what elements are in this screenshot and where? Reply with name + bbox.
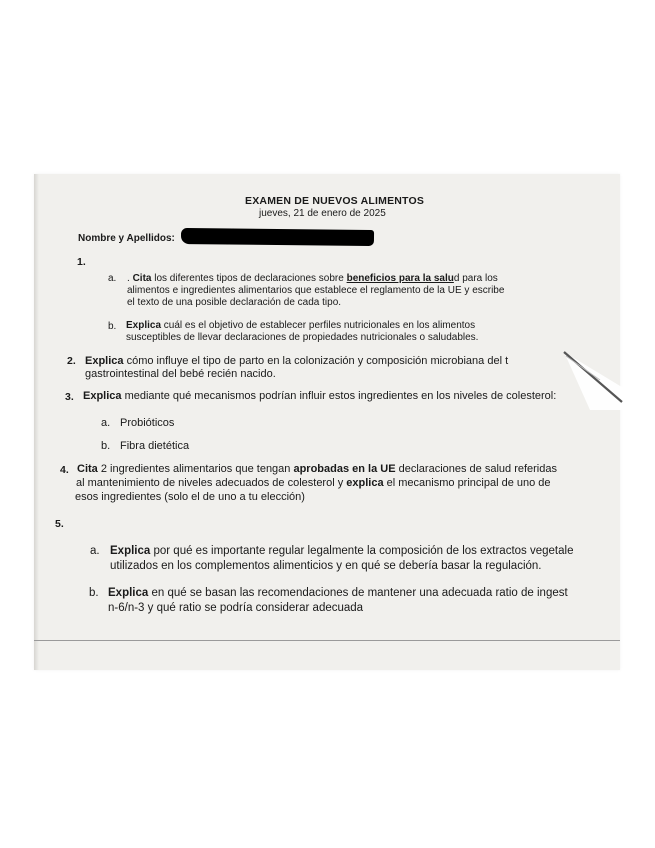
q1b-verb: Explica [126,320,162,331]
q2-line2: gastrointestinal del bebé recién nacido. [85,368,276,380]
q4-verb: Cita [77,463,98,475]
q1a-line2: alimentos e ingredientes alimentarios que establece el reglamento de la UE y escribe [127,285,505,296]
q5a-marker: a. [90,545,100,557]
sheet-edge-shadow [34,174,39,670]
q3-verb: Explica [83,390,122,402]
exam-date: jueves, 21 de enero de 2025 [259,208,386,219]
q2-number: 2. [67,355,76,367]
q2-line1: Explica cómo influye el tipo de parto en la colonización y composición microbiana del t [85,355,509,367]
q4-line1: Cita 2 ingredientes alimentarios que tengan aprobadas en la UE declaraciones de salud referidas [77,463,557,475]
q5a-line2: utilizados en los complementos alimenticios y en qué se debería basar la regulación. [110,560,542,572]
q5-number: 5. [55,518,64,530]
q3b-marker: b. [101,440,111,452]
q4-verb-2: explica [346,477,384,489]
q1a-verb: Cita [132,273,152,284]
q4-line2: al mantenimiento de niveles adecuados de colesterol y explica el mecanismo principal de uno de [76,477,551,489]
q1a-line3: el texto de una posible declaración de cada tipo. [127,297,342,308]
name-label: Nombre y Apellidos: [78,233,175,244]
q4-emphasis: aprobadas en la UE [293,463,396,475]
q1b-marker: b. [108,321,117,332]
q5b-verb: Explica [108,587,149,599]
q5a-line1: Explica por qué es importante regular legalmente la composición de los extractos vegetale [110,545,574,557]
q1b-line1: Explica cuál es el objetivo de establecer perfiles nutricionales en los alimentos [126,320,476,331]
name-redaction-mark [181,228,374,246]
q3-line1: Explica mediante qué mecanismos podrían influir estos ingredientes en los niveles de colesterol: [83,390,557,402]
q5a-verb: Explica [110,545,151,557]
q1a-line1: . Cita los diferentes tipos de declaraciones sobre beneficios para la salud para los [127,273,498,284]
q1a-emphasis: beneficios para la salu [346,273,454,284]
q4-number: 4. [60,464,69,476]
q5b-line2: n-6/n-3 y qué ratio se podría considerar adecuada [108,602,364,614]
q3a-text: Probióticos [120,417,175,429]
q4-line3: esos ingredientes (solo el de uno a tu elección) [75,491,305,503]
q1a-marker: a. [108,273,117,284]
q3b-text: Fibra dietética [120,440,190,452]
q3-number: 3. [65,391,74,403]
exam-title: EXAMEN DE NUEVOS ALIMENTOS [245,195,425,207]
q5b-marker: b. [89,587,99,599]
q5b-line1: Explica en qué se basan las recomendaciones de mantener una adecuada ratio de ingest [108,587,568,599]
q3a-marker: a. [101,417,111,429]
q2-verb: Explica [85,355,124,367]
paper-fold-corner [560,350,640,410]
page-bottom-rule [34,640,620,641]
q1-number: 1. [77,256,86,268]
q1b-line2: susceptibles de llevar declaraciones de propiedades nutricionales o saludables. [126,332,479,343]
